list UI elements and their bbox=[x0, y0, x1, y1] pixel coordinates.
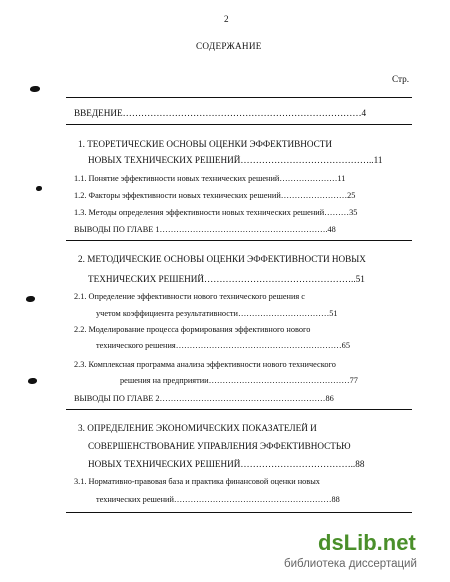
watermark-brand bbox=[318, 530, 416, 556]
scan-mark bbox=[28, 378, 37, 384]
toc-entry-1-1: 1.1. Понятие эффективности новых технических решений…………………11 bbox=[74, 174, 346, 183]
toc-entry-chapter-2: 2. МЕТОДИЧЕСКИЕ ОСНОВЫ ОЦЕНКИ ЭФФЕКТИВНОСТИ НОВЫХ bbox=[78, 254, 366, 264]
header-divider bbox=[66, 97, 412, 98]
watermark-caption: библиотека диссертаций bbox=[284, 558, 417, 570]
section-divider bbox=[66, 409, 412, 410]
toc-entry-chapter-3-cont: СОВЕРШЕНСТВОВАНИЕ УПРАВЛЕНИЯ ЭФФЕКТИВНОСТЬЮ bbox=[88, 441, 351, 451]
toc-entry-3-1: 3.1. Нормативно-правовая база и практика финансовой оценки новых bbox=[74, 477, 320, 486]
scan-mark bbox=[26, 296, 35, 302]
toc-entry-2-1-cont: учетом коэффициента результативности……………………………51 bbox=[96, 309, 338, 318]
toc-entry-chapter-1-cont: НОВЫХ ТЕХНИЧЕСКИХ РЕШЕНИЙ……………………………………..11 bbox=[88, 155, 383, 165]
toc-entry-2-2: 2.2. Моделирование процесса формирования эффективного нового bbox=[74, 325, 311, 334]
section-divider bbox=[66, 124, 412, 125]
watermark-logo bbox=[284, 530, 448, 576]
section-divider bbox=[66, 512, 412, 513]
toc-entry-1-2: 1.2. Факторы эффективности новых технических решений……………………25 bbox=[74, 191, 356, 200]
toc-entry-1-3: 1.3. Методы определения эффективности новых технических решений………35 bbox=[74, 208, 358, 217]
toc-entry-intro: ВВЕДЕНИЕ……………………………………………………………………4 bbox=[74, 108, 367, 118]
toc-entry-conclusion-2: ВЫВОДЫ ПО ГЛАВЕ 2……………………………………………………86 bbox=[74, 394, 334, 403]
section-divider bbox=[66, 240, 412, 241]
toc-entry-2-2-cont: технического решения……………………………………………………65 bbox=[96, 341, 350, 350]
watermark-brand-main: dsLib bbox=[318, 530, 377, 555]
toc-entry-chapter-2-cont: ТЕХНИЧЕСКИХ РЕШЕНИЙ…………………………………………..51 bbox=[88, 274, 365, 284]
toc-entry-2-1: 2.1. Определение эффективности нового технического решения с bbox=[74, 292, 305, 301]
toc-entry-chapter-3-cont: НОВЫХ ТЕХНИЧЕСКИХ РЕШЕНИЙ………………………………..88 bbox=[88, 459, 365, 469]
scan-mark bbox=[36, 186, 42, 191]
watermark-brand-suffix: .net bbox=[376, 530, 416, 555]
toc-entry-chapter-3: 3. ОПРЕДЕЛЕНИЕ ЭКОНОМИЧЕСКИХ ПОКАЗАТЕЛЕЙ И bbox=[78, 423, 317, 433]
toc-entry-3-1-cont: технических решений…………………………………………………88 bbox=[96, 495, 340, 504]
toc-entry-conclusion-1: ВЫВОДЫ ПО ГЛАВЕ 1…………………………………………………….48 bbox=[74, 225, 336, 234]
scan-mark bbox=[30, 86, 40, 92]
page-column-label: Стр. bbox=[392, 74, 410, 84]
toc-entry-2-3: 2.3. Комплексная программа анализа эффективности нового технического bbox=[74, 360, 336, 369]
page-number: 2 bbox=[224, 14, 229, 24]
page-title: СОДЕРЖАНИЕ bbox=[196, 41, 262, 51]
toc-entry-2-3-cont: решения на предприятии……………………………………………77 bbox=[120, 376, 358, 385]
toc-entry-chapter-1: 1. ТЕОРЕТИЧЕСКИЕ ОСНОВЫ ОЦЕНКИ ЭФФЕКТИВНОСТИ bbox=[78, 139, 333, 149]
